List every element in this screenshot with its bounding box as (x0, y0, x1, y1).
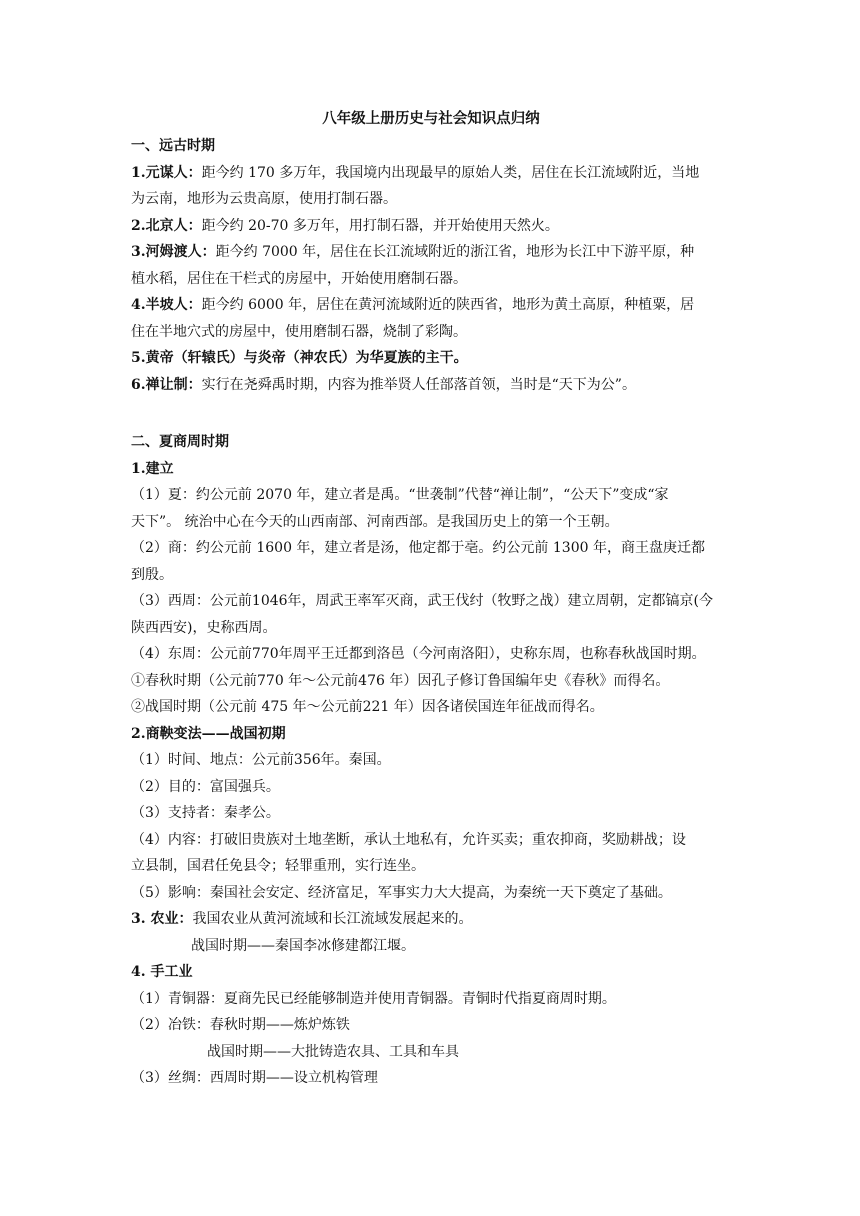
subheading-founding: 1.建立 (131, 460, 174, 477)
item-bronze: （1）青铜器：夏商先民已经能够制造并使用青铜器。青铜时代指夏商周时期。 (131, 990, 616, 1007)
subheading-agriculture (131, 906, 731, 933)
item-spring-autumn: ①春秋时期（公元前770 年～公元前476 年）因孔子修订鲁国编年史《春秋》而得名。 (131, 672, 670, 689)
item-reform-goal: （2）目的：富国强兵。 (131, 778, 280, 795)
item-continuation: 为云南，地形为云贵高原，使用打制石器。 (131, 191, 397, 207)
item-iron: （2）冶铁：春秋时期——炼炉炼铁 (131, 1017, 350, 1033)
item-silk: （3）丝绸：西周时期——设立机构管理 (131, 1070, 378, 1086)
section-heading-prehistoric: 一、远古时期 (131, 138, 215, 154)
item-warring-states: ②战国时期（公元前 475 年～公元前221 年）因各诸侯国连年征战而得名。 (131, 699, 604, 715)
section-heading-xia-shang-zhou: 二、夏商周时期 (131, 434, 229, 450)
item-reform-time: （1）时间、地点：公元前356年。秦国。 (131, 752, 391, 768)
item-label: 4.半坡人： (131, 297, 202, 313)
item-label: 1.元谋人： (131, 164, 202, 181)
item-text: 实行在尧舜禹时期，内容为推举贤人任部落首领，当时是“天下为公”。 (201, 376, 636, 393)
item-continuation: 住在半地穴式的房屋中，使用磨制石器，烧制了彩陶。 (131, 323, 467, 340)
item-text: 距今约 20-70 多万年，用打制石器，并开始使用天然火。 (201, 217, 559, 234)
item-continuation: 到殷。 (131, 566, 173, 583)
item-label: 2.北京人： (131, 217, 202, 234)
item-reform-supporter: （3）支持者：秦孝公。 (131, 805, 280, 821)
item-continuation: 天下”。 统治中心在今天的山西南部、河南西部。是我国历史上的第一个王朝。 (131, 513, 619, 530)
item-huangdi-yandi: 5.黄帝（轩辕氏）与炎帝（神农氏）为华夏族的主干。 (131, 350, 468, 366)
item-continuation: 陕西西安)，史称西周。 (131, 619, 277, 636)
section-spacer (131, 398, 731, 429)
item-label: 6.禅让制： (131, 376, 202, 393)
item-continuation: 植水稻，居住在干栏式的房屋中，开始使用磨制石器。 (131, 270, 467, 287)
item-iron-warring: 战国时期——大批铸造农具、工具和车具 (207, 1043, 459, 1060)
item-dujiangyan: 战国时期——秦国李冰修建都江堰。 (191, 937, 415, 954)
item-text: 距今约 7000 年，居住在长江流域附近的浙江省，地形为长江中下游平原，种 (215, 244, 695, 260)
item-label: 3. 农业： (131, 911, 193, 927)
item-reform-impact: （5）影响：秦国社会安定、经济富足，军事实力大大提高，为秦统一天下奠定了基础。 (131, 884, 672, 901)
item-western-zhou: （3）西周：公元前1046年，周武王率军灭商，武王伐纣（牧野之战）建立周朝，定都镐京(今 (131, 593, 713, 609)
subheading-handicraft: 4. 手工业 (131, 964, 193, 980)
item-eastern-zhou: （4）东周：公元前770年周平王迁都到洛邑（今河南洛阳），史称东周，也称春秋战国时期。 (131, 646, 706, 662)
document-body (131, 106, 731, 1092)
item-beijing (131, 213, 731, 240)
item-hemudu (131, 239, 731, 266)
item-reform-content: （4）内容：打破旧贵族对土地垄断，承认土地私有，允许买卖；重农抑商，奖励耕战；设 (131, 831, 686, 848)
item-label: 3.河姆渡人： (131, 244, 216, 260)
item-text: 距今约 6000 年，居住在黄河流域附近的陕西省，地形为黄土高原，种植粟，居 (201, 297, 695, 313)
item-yuanmou (131, 160, 731, 187)
item-shanrang (131, 372, 731, 399)
item-banpo (131, 292, 731, 319)
subheading-shang-yang-reform: 2.商鞅变法——战国初期 (131, 725, 286, 742)
item-xia: （1）夏：约公元前 2070 年，建立者是禹。“世袭制”代替“禅让制”，“公天下”变成“家 (131, 487, 669, 503)
item-text: 距今约 170 多万年，我国境内出现最早的原始人类，居住在长江流域附近，当地 (201, 164, 700, 181)
item-shang: （2）商：约公元前 1600 年，建立者是汤，他定都于亳。约公元前 1300 年，商王盘庚迁都 (131, 540, 705, 556)
document-title: 八年级上册历史与社会知识点归纳 (322, 110, 540, 127)
item-continuation: 立县制，国君任免县令；轻罪重刑，实行连坐。 (131, 858, 425, 874)
item-text: 我国农业从黄河流域和长江流域发展起来的。 (192, 911, 473, 927)
